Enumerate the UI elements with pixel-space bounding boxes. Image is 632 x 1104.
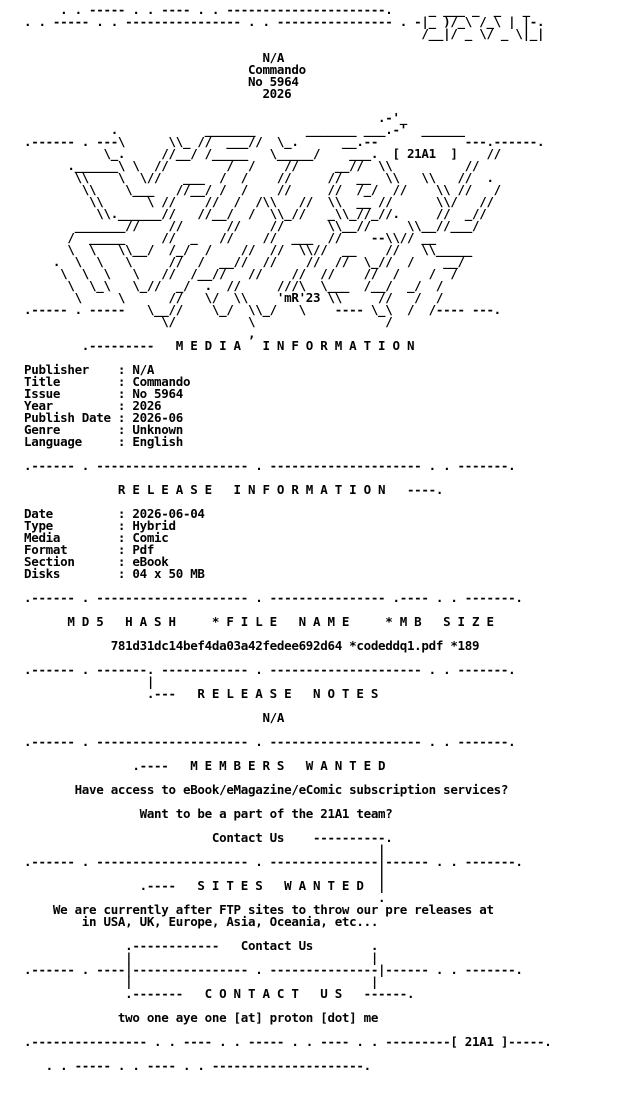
nfo-line: 781d31dc14bef4da03a42fedee692d64 *codeddq1.pdf *189 — [24, 638, 480, 653]
nfo-line: \\ \ \// ___ / / // // __ \\ \\ // . — [24, 170, 494, 185]
nfo-line: Issue : No 5964 — [24, 386, 183, 401]
nfo-line: Title : Commando — [24, 374, 191, 389]
nfo-line: Language : English — [24, 434, 183, 449]
nfo-line: | | — [24, 974, 379, 989]
nfo-line: | | — [24, 950, 379, 965]
nfo-line: .--------- M E D I A I N F O R M A T I O N — [24, 338, 415, 353]
nfo-line: | — [24, 674, 155, 689]
nfo-line: .------ . --------------------- . ---------------- .---- . . -------. — [24, 590, 523, 605]
nfo-line: Section : eBook — [24, 554, 169, 569]
nfo-line: / _____ // _ // // ___ // --\\// __ — [24, 230, 436, 245]
nfo-line: /__|/ _ \/ _ \|_| — [24, 26, 545, 41]
nfo-line: .---- M E M B E R S W A N T E D — [24, 758, 386, 773]
nfo-line: .-'_ — [24, 110, 407, 125]
nfo-line: \_. //__/ /_____ \_____/ ___. [ 21A1 ] // — [24, 146, 501, 161]
nfo-line: .------- C O N T A C T U S ------. — [24, 986, 415, 1001]
nfo-line: .------ . ----|---------------- . ---------------|------ . . -------. — [24, 962, 523, 977]
nfo-line: _______// // // // \\__// \\__//___/ — [24, 218, 480, 233]
nfo-line: Publish Date : 2026-06 — [24, 410, 183, 425]
nfo-line: .------ . ---\ \\_ // ___// \_. __.-- ---.------. — [24, 134, 545, 149]
nfo-line: Have access to eBook/eMagazine/eComic subscription services? — [24, 782, 509, 797]
nfo-line: \/ \ / — [24, 314, 393, 329]
nfo-line: N/A — [24, 710, 285, 725]
nfo-line: Commando — [24, 62, 306, 77]
nfo-line: .------------ Contact Us . — [24, 938, 379, 953]
nfo-line: in USA, UK, Europe, Asia, Oceania, etc... — [24, 914, 379, 929]
nfo-line: .--- R E L E A S E N O T E S — [24, 686, 379, 701]
nfo-line: Disks : 04 x 50 MB — [24, 566, 205, 581]
nfo-line: \ \ \\__/ /_/ / // // \\// __ // \\_____ — [24, 242, 472, 257]
nfo-line: . . ----- . . ---------------- . . ---------------- . -|_ )/_\ /_\ | |-. — [24, 14, 545, 29]
nfo-line: .______\ \ // / / // __// \\ // — [24, 158, 480, 173]
nfo-line: M D 5 H A S H * F I L E N A M E * M B S I Z E — [24, 614, 494, 629]
nfo-line: \ \_\ \_// _/ . // ///\ \___ /__/ _/ / — [24, 278, 444, 293]
nfo-line: \\.______// //__/ / \\_// _\\_//_//. // _// — [24, 206, 487, 221]
nfo-line: No 5964 — [24, 74, 299, 89]
nfo-line: \\ \___ //__/ / / // // /_/ // \\ // / — [24, 182, 501, 197]
nfo-document — [0, 4, 632, 1072]
nfo-line: .------ . --------------------- . ---------------|------ . . -------. — [24, 854, 523, 869]
nfo-line: . . ----- . . ---- . . ----------------------. _ ___ _ _ _ — [24, 2, 530, 17]
nfo-line: .---------------- . . ---- . . ----- . . ---- . . ---------[ 21A1 ]-----. — [24, 1034, 552, 1049]
nfo-line: Want to be a part of the 21A1 team? — [24, 806, 393, 821]
nfo-line: . — [24, 890, 386, 905]
nfo-line: two one aye one [at] proton [dot] me — [24, 1010, 379, 1025]
nfo-line: Publisher : N/A — [24, 362, 155, 377]
nfo-line: Genre : Unknown — [24, 422, 183, 437]
nfo-line: | — [24, 866, 386, 881]
nfo-line: Format : Pdf — [24, 542, 155, 557]
nfo-line: .------ . -------. ------------ . --------------------- . . -------. — [24, 662, 516, 677]
nfo-line: .------ . --------------------- . --------------------- . . -------. — [24, 458, 516, 473]
nfo-line: R E L E A S E I N F O R M A T I O N ----. — [24, 482, 444, 497]
nfo-line: We are currently after FTP sites to throw our pre releases at — [24, 902, 494, 917]
nfo-line: .----- . ----- \__// \_/ \\_/ \ ---- \_\ / /---- ---. — [24, 302, 501, 317]
nfo-line: Type : Hybrid — [24, 518, 176, 533]
nfo-line: . \ \ \ // / __// // // // \_// / __/ — [24, 254, 465, 269]
nfo-line: Contact Us ----------. — [24, 830, 393, 845]
nfo-line: . _______ _______ ___.-' ______ — [24, 122, 465, 137]
nfo-line: \ \ \ \ // /__// // // // // / / / — [24, 266, 458, 281]
nfo-line: \ \ // \/ \\ 'mR'23 \\ // / / — [24, 290, 444, 305]
nfo-line: .---- S I T E S W A N T E D | — [24, 878, 386, 893]
nfo-line: Year : 2026 — [24, 398, 162, 413]
nfo-line: | — [24, 842, 386, 857]
nfo-line: 2026 — [24, 86, 292, 101]
nfo-line: N/A — [24, 50, 285, 65]
nfo-line: Date : 2026-06-04 — [24, 506, 205, 521]
nfo-line: . . ----- . . ---- . . ---------------------. — [24, 1058, 371, 1073]
nfo-line: Media : Comic — [24, 530, 169, 545]
nfo-line: \\ \ // // / /\\ // \\ __ // \\/ // — [24, 194, 494, 209]
nfo-line: , — [24, 326, 256, 341]
nfo-line: .------ . --------------------- . --------------------- . . -------. — [24, 734, 516, 749]
